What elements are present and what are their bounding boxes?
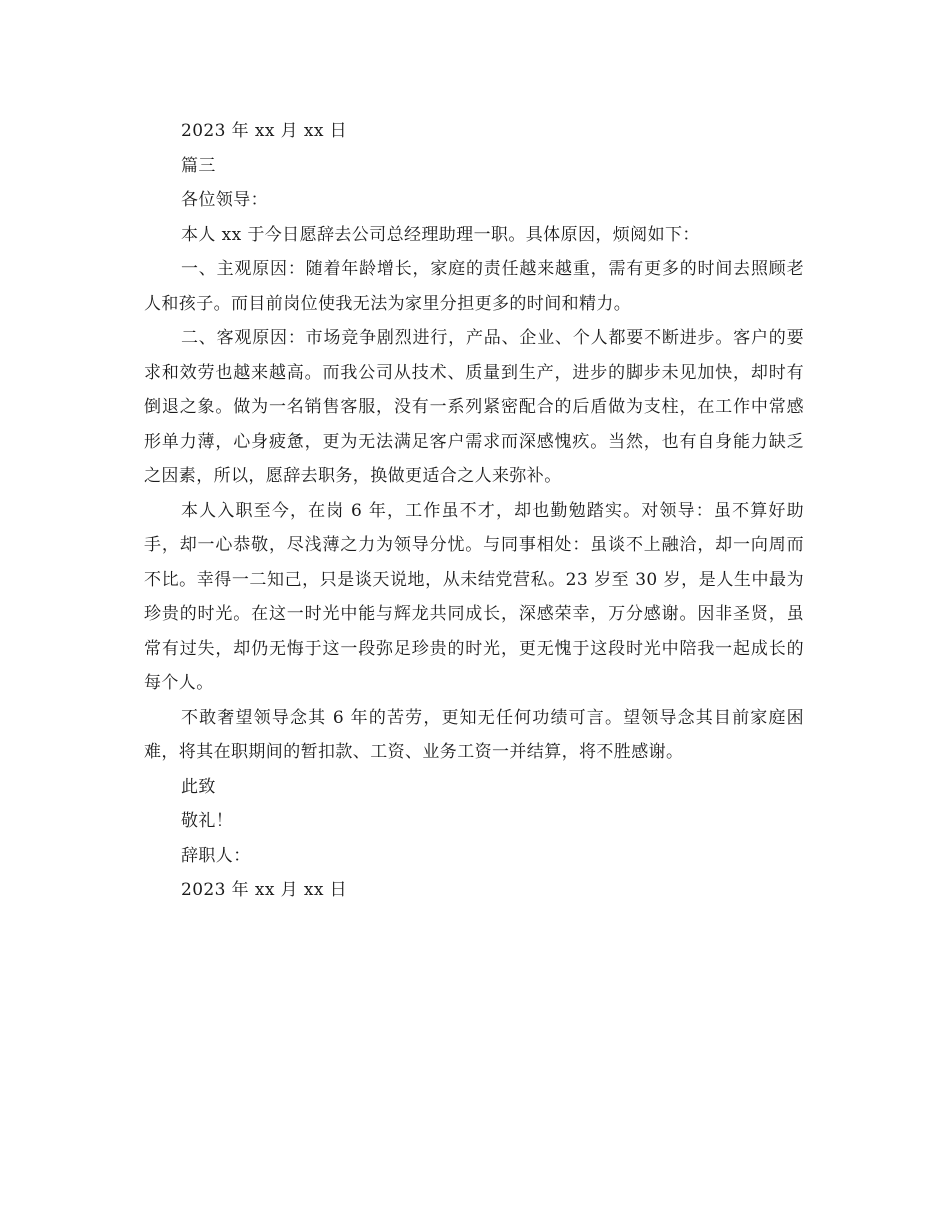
paragraph-objective-reason: 二、客观原因：市场竞争剧烈进行，产品、企业、个人都要不断进步。客户的要求和效劳也越来越高。而我公司从技术、质量到生产，进步的脚步未见加快，却时有倒退之象。做为一名销售客服，没有一系列紧密配合的后盾做为支柱，在工作中常感形单力薄，心身疲惫，更为无法满足客户需求而深感愧疚。当然，也有自身能力缺乏之因素，所以，愿辞去职务，换做更适合之人来弥补。 — [144, 328, 804, 486]
paragraph-tenure: 本人入职至今，在岗 6 年，工作虽不才，却也勤勉踏实。对领导：虽不算好助手，却一心恭敬，尽浅薄之力为领导分忧。与同事相处：虽谈不上融洽，却一向周而不比。幸得一二知己，只是谈天说地，从未结党营私。23 岁至 30 岁，是人生中最为珍贵的时光。在这一时光中能与辉龙共同成长，深感荣幸，万分感谢。因非圣贤，虽常有过失，却仍无悔于这一段弥足珍贵的时光，更无愧于这段时光中陪我一起成长的每个人。 — [144, 500, 804, 693]
paragraph-request: 不敢奢望领导念其 6 年的苦劳，更知无任何功绩可言。望领导念其目前家庭困难，将其在职期间的暂扣款、工资、业务工资一并结算，将不胜感谢。 — [144, 707, 804, 762]
closing-line-2: 敬礼！ — [181, 811, 234, 831]
signature-label: 辞职人： — [181, 845, 251, 866]
section-heading: 篇三 — [181, 155, 216, 176]
date-top: 2023 年 xx 月 xx 日 — [181, 121, 348, 141]
paragraph-subjective-reason: 一、主观原因：随着年龄增长，家庭的责任越来越重，需有更多的时间去照顾老人和孩子。而目前岗位使我无法为家里分担更多的时间和精力。 — [144, 259, 804, 314]
letter-body — [144, 114, 804, 908]
paragraph-intro: 本人 xx 于今日愿辞去公司总经理助理一职。具体原因，烦阅如下： — [181, 224, 700, 245]
closing-line-1: 此致 — [181, 776, 216, 797]
salutation: 各位领导： — [181, 190, 268, 210]
date-bottom: 2023 年 xx 月 xx 日 — [181, 880, 348, 900]
